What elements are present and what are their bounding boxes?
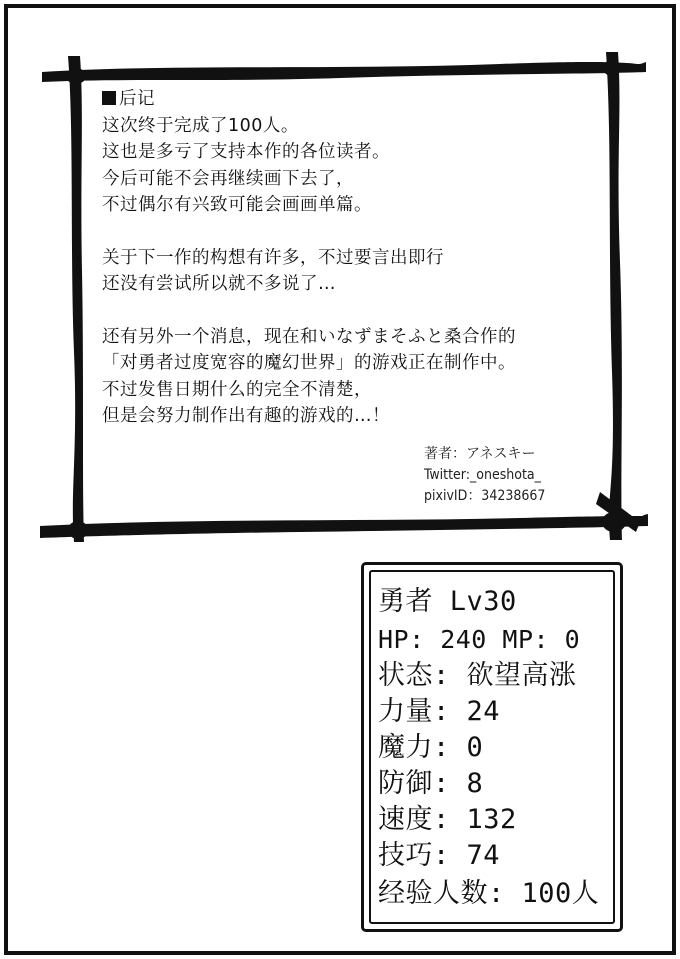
afterword-text bbox=[102, 86, 622, 430]
afterword-heading: 后记 bbox=[102, 86, 622, 113]
pixiv-id: pixivID：34238667 bbox=[424, 488, 546, 504]
author-name: 著者：アネスキー bbox=[424, 446, 536, 462]
status-window bbox=[361, 562, 623, 932]
afterword-line: 还有另外一个消息，现在和いなずまそふと桑合作的 bbox=[102, 326, 516, 347]
square-bullet-icon bbox=[102, 91, 116, 105]
afterword-line: 不过偶尔有兴致可能会画画单篇。 bbox=[102, 195, 372, 215]
paragraph-gap bbox=[102, 298, 622, 324]
stat-defense: 防御: 8 bbox=[378, 768, 484, 799]
afterword-line: 今后可能不会再继续画下去了， bbox=[102, 168, 354, 189]
stat-skill: 技巧: 74 bbox=[378, 840, 501, 871]
hero-level: 勇者 Lv30 bbox=[378, 586, 517, 617]
stat-magic: 魔力: 0 bbox=[378, 732, 484, 763]
author-credits bbox=[424, 444, 614, 507]
twitter-handle: Twitter:_oneshota_ bbox=[424, 467, 541, 483]
afterword-line: 还没有尝试所以就不多说了… bbox=[102, 274, 336, 294]
paragraph-gap bbox=[102, 219, 622, 245]
afterword-line: 关于下一作的构想有许多，不过要言出即行 bbox=[102, 247, 444, 268]
stat-strength: 力量: 24 bbox=[378, 696, 501, 727]
afterword-line: 不过发售日期什么的完全不清楚， bbox=[102, 379, 372, 400]
afterword-line: 这次终于完成了100人。 bbox=[102, 115, 299, 136]
stat-speed: 速度: 132 bbox=[378, 804, 517, 835]
hp-mp: HP: 240 MP: 0 bbox=[378, 625, 581, 654]
stat-experience: 经验人数: 100人 bbox=[378, 878, 600, 909]
status-state: 状态: 欲望高涨 bbox=[378, 660, 577, 691]
afterword-line: 「对勇者过度宽容的魔幻世界」的游戏正在制作中。 bbox=[102, 353, 516, 373]
afterword-line: 这也是多亏了支持本作的各位读者。 bbox=[102, 142, 390, 162]
afterword-line: 但是会努力制作出有趣的游戏的…！ bbox=[102, 406, 390, 426]
